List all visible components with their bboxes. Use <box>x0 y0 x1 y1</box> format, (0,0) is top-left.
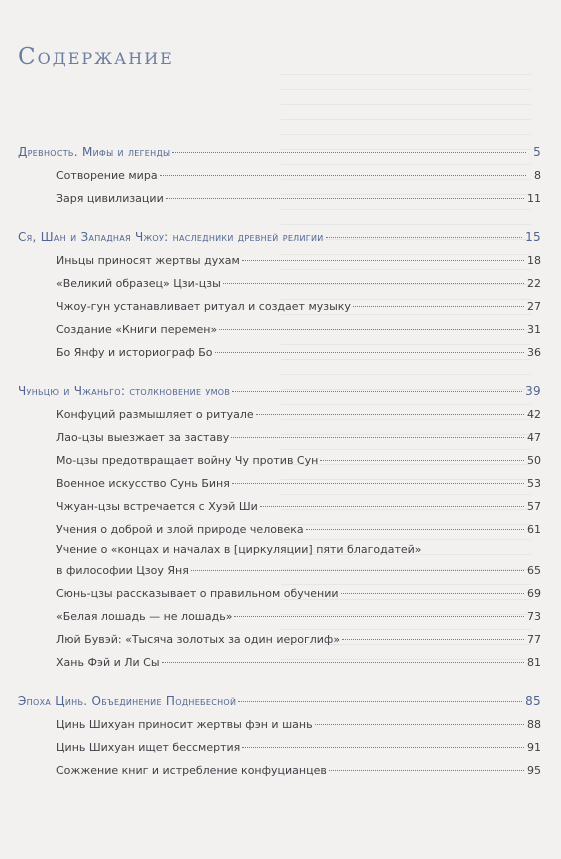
toc-entry[interactable] <box>18 605 541 628</box>
entry-title: Чжоу-гун устанавливает ритуал и создает музыку <box>56 300 351 313</box>
toc-entry[interactable] <box>18 713 541 736</box>
leader-dots <box>306 529 524 530</box>
toc-section <box>18 380 541 674</box>
toc-entry[interactable] <box>18 295 541 318</box>
toc-entry[interactable] <box>18 582 541 605</box>
toc-entry[interactable] <box>18 495 541 518</box>
entry-title: Учение о «концах и началах в [циркуляции] пяти благодатей» <box>56 543 422 556</box>
page-number: 36 <box>527 346 541 359</box>
page-number: 18 <box>527 254 541 267</box>
toc-entry[interactable] <box>18 164 541 187</box>
section-title: Чуньцю и Чжаньго: столкновение умов <box>18 384 231 398</box>
page-number: 61 <box>527 523 541 536</box>
entry-title: Бо Янфу и историограф Бо <box>56 346 213 359</box>
section-heading[interactable] <box>18 690 541 713</box>
entry-title: Чжуан-цзы встречается с Хуэй Ши <box>56 500 258 513</box>
leader-dots <box>232 391 522 392</box>
entry-title: Учения о доброй и злой природе человека <box>56 523 304 536</box>
leader-dots <box>215 352 524 353</box>
leader-dots <box>160 175 526 176</box>
page-number: 69 <box>527 587 541 600</box>
toc-entry[interactable] <box>18 651 541 674</box>
toc-entry[interactable] <box>18 341 541 364</box>
entry-title-continued: в философии Цзоу Яня <box>56 564 189 577</box>
toc-entry[interactable] <box>18 472 541 495</box>
page-number: 91 <box>527 741 541 754</box>
leader-dots <box>191 570 524 571</box>
entry-title: Сожжение книг и истребление конфуцианцев <box>56 764 327 777</box>
leader-dots <box>320 460 524 461</box>
page-title: Содержание <box>18 44 174 70</box>
leader-dots <box>342 639 524 640</box>
entry-title: Лао-цзы выезжает за заставу <box>56 431 230 444</box>
page-number: 77 <box>527 633 541 646</box>
entry-title: Заря цивилизации <box>56 192 164 205</box>
leader-dots <box>172 152 526 153</box>
page-number: 81 <box>527 656 541 669</box>
leader-dots <box>260 506 524 507</box>
toc-entry[interactable] <box>18 426 541 449</box>
leader-dots <box>231 437 524 438</box>
page-number: 11 <box>527 192 541 205</box>
section-title: Эпоха Цинь. Объединение Поднебесной <box>18 694 237 708</box>
page-number: 85 <box>525 694 541 708</box>
page-number: 5 <box>533 145 541 159</box>
toc-entry[interactable] <box>18 559 541 582</box>
leader-dots <box>353 306 524 307</box>
entry-title: Цинь Шихуан приносит жертвы фэн и шань <box>56 718 313 731</box>
page-number: 47 <box>527 431 541 444</box>
page-number: 22 <box>527 277 541 290</box>
page-number: 39 <box>525 384 541 398</box>
toc-entry[interactable] <box>18 272 541 295</box>
entry-title: Цинь Шихуан ищет бессмертия <box>56 741 241 754</box>
page-number: 65 <box>527 564 541 577</box>
leader-dots <box>238 701 522 702</box>
page-number: 95 <box>527 764 541 777</box>
entry-title: Иньцы приносят жертвы духам <box>56 254 240 267</box>
section-heading[interactable] <box>18 141 541 164</box>
toc-entry[interactable] <box>18 449 541 472</box>
page-number: 42 <box>527 408 541 421</box>
entry-title: Хань Фэй и Ли Сы <box>56 656 160 669</box>
toc-entry[interactable] <box>18 403 541 426</box>
page-number: 50 <box>527 454 541 467</box>
page-number: 27 <box>527 300 541 313</box>
entry-title: Военное искусство Сунь Биня <box>56 477 230 490</box>
leader-dots <box>315 724 524 725</box>
page-number: 57 <box>527 500 541 513</box>
page-number: 31 <box>527 323 541 336</box>
toc-entry-first-line[interactable] <box>18 541 541 559</box>
entry-title: Люй Бувэй: «Тысяча золотых за один иероглиф» <box>56 633 341 646</box>
toc-section <box>18 226 541 364</box>
toc-entry[interactable] <box>18 318 541 341</box>
toc-entry[interactable] <box>18 628 541 651</box>
section-title: Ся, Шан и Западная Чжоу: наследники древней религии <box>18 230 324 244</box>
toc-section <box>18 141 541 210</box>
toc-entry[interactable] <box>18 249 541 272</box>
toc-entry[interactable] <box>18 736 541 759</box>
entry-title: Сюнь-цзы рассказывает о правильном обучении <box>56 587 339 600</box>
page-number: 8 <box>534 169 541 182</box>
section-title: Древность. Мифы и легенды <box>18 145 171 159</box>
leader-dots <box>223 283 524 284</box>
leader-dots <box>242 747 524 748</box>
leader-dots <box>256 414 524 415</box>
section-heading[interactable] <box>18 226 541 249</box>
toc-entry[interactable] <box>18 518 541 541</box>
entry-title: Создание «Книги перемен» <box>56 323 218 336</box>
toc-entry[interactable] <box>18 759 541 782</box>
entry-title: Мо-цзы предотвращает войну Чу против Сун <box>56 454 319 467</box>
page-number: 53 <box>527 477 541 490</box>
leader-dots <box>232 483 524 484</box>
entry-title: «Белая лошадь — не лошадь» <box>56 610 233 623</box>
leader-dots <box>329 770 524 771</box>
page-number: 88 <box>527 718 541 731</box>
leader-dots <box>341 593 524 594</box>
leader-dots <box>242 260 524 261</box>
leader-dots <box>162 662 524 663</box>
leader-dots <box>219 329 524 330</box>
entry-title: Сотворение мира <box>56 169 158 182</box>
leader-dots <box>234 616 524 617</box>
page-number: 15 <box>525 230 541 244</box>
entry-title: «Великий образец» Цзи-цзы <box>56 277 221 290</box>
table-of-contents <box>18 141 541 798</box>
section-heading[interactable] <box>18 380 541 403</box>
toc-section <box>18 690 541 782</box>
leader-dots <box>326 237 523 238</box>
entry-title: Конфуций размышляет о ритуале <box>56 408 254 421</box>
page-number: 73 <box>527 610 541 623</box>
toc-entry[interactable] <box>18 187 541 210</box>
leader-dots <box>166 198 524 199</box>
